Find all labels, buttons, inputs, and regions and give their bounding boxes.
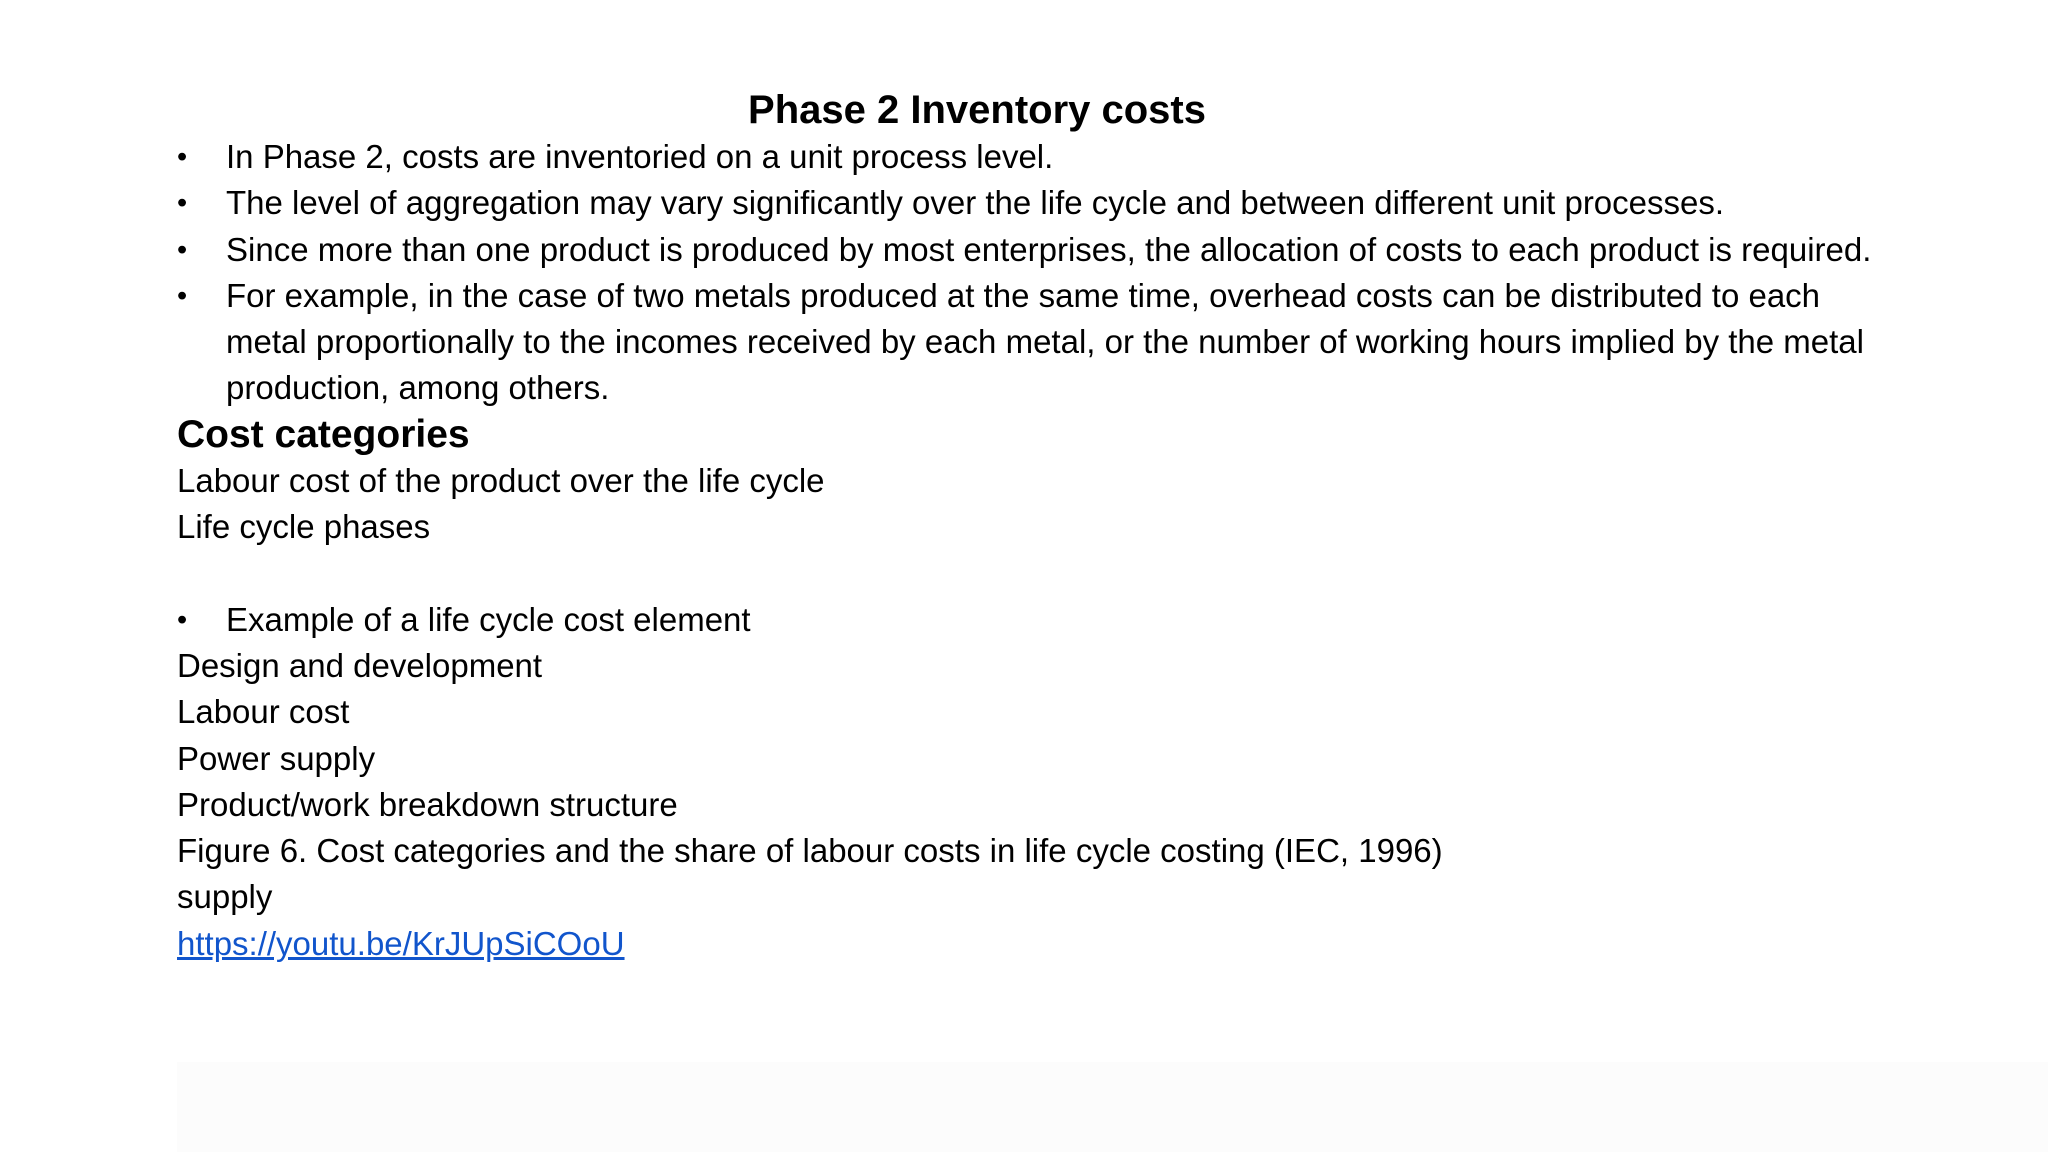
text-line: Design and development <box>177 646 543 684</box>
spacer <box>177 550 1897 596</box>
example-bullet-list <box>177 597 1897 643</box>
bullet-text: For example, in the case of two metals produced at the same time, overhead costs can be distributed to each metal proportionally to the incomes received by each metal, or the number of working hours implied by the metal production, among others. <box>226 276 1864 407</box>
slide-content <box>177 134 1897 967</box>
bullet-icon: • <box>177 603 188 636</box>
bullet-icon: • <box>177 279 188 312</box>
bullet-item <box>177 227 1897 273</box>
bullet-icon: • <box>177 187 188 220</box>
bullet-icon: • <box>177 233 188 266</box>
text-line: Labour cost of the product over the life cycle <box>177 461 825 499</box>
text-line: supply <box>177 878 273 916</box>
slide-title: Phase 2 Inventory costs <box>748 88 1206 132</box>
bullet-text: Since more than one product is produced by most enterprises, the allocation of costs to each product is required. <box>226 230 1872 268</box>
bullet-text: In Phase 2, costs are inventoried on a unit process level. <box>226 138 1054 175</box>
figure-caption: Figure 6. Cost categories and the share of labour costs in life cycle costing (IEC, 1996) <box>177 832 1443 870</box>
bullet-icon: • <box>177 141 188 173</box>
cost-categories-heading: Cost categories <box>177 412 470 456</box>
bullet-text: Example of a life cycle cost element <box>226 600 751 638</box>
bullet-item <box>177 273 1897 412</box>
bullet-text: The level of aggregation may vary significantly over the life cycle and between different unit processes. <box>226 184 1725 222</box>
bullet-item <box>177 180 1897 226</box>
link-line <box>177 921 1897 967</box>
bullet-list <box>177 134 1897 412</box>
text-line: Power supply <box>177 739 376 777</box>
youtube-link[interactable]: https://youtu.be/KrJUpSiCOoU <box>177 924 625 962</box>
background-panel <box>177 1062 2048 1152</box>
bullet-item <box>177 134 1897 180</box>
text-line: Product/work breakdown structure <box>177 785 678 823</box>
bullet-item <box>177 597 1897 643</box>
text-line: Labour cost <box>177 693 350 731</box>
text-line: Life cycle phases <box>177 508 431 546</box>
